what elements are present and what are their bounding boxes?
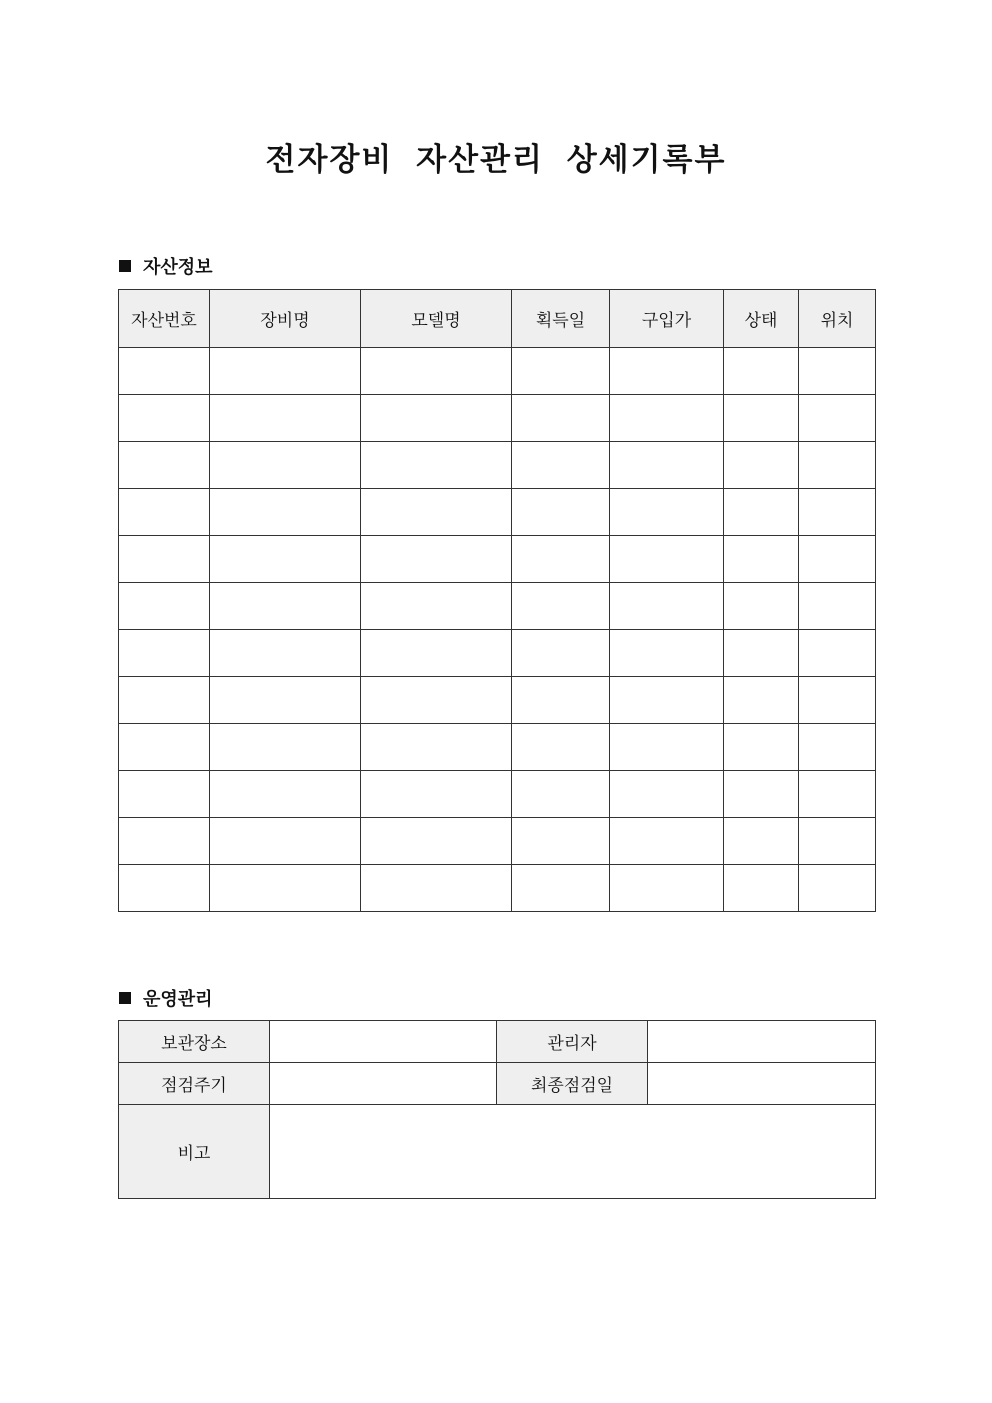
cell-equipment-name[interactable] [210, 489, 361, 536]
cell-equipment-name[interactable] [210, 583, 361, 630]
cell-purchase-price[interactable] [610, 536, 724, 583]
cell-purchase-price[interactable] [610, 395, 724, 442]
cell-acquisition-date[interactable] [512, 818, 610, 865]
column-header-equipment-name: 장비명 [210, 290, 361, 348]
manager-label: 관리자 [497, 1021, 648, 1063]
cell-status[interactable] [724, 771, 799, 818]
cell-model-name[interactable] [361, 724, 512, 771]
cell-equipment-name[interactable] [210, 771, 361, 818]
cell-model-name[interactable] [361, 442, 512, 489]
column-header-model-name: 모델명 [361, 290, 512, 348]
table-row [119, 865, 876, 912]
table-row [119, 395, 876, 442]
cell-asset-number[interactable] [119, 348, 210, 395]
cell-equipment-name[interactable] [210, 395, 361, 442]
cell-purchase-price[interactable] [610, 630, 724, 677]
cell-model-name[interactable] [361, 348, 512, 395]
storage-location-label: 보관장소 [119, 1021, 270, 1063]
cell-model-name[interactable] [361, 489, 512, 536]
operations-heading-label: 운영관리 [143, 989, 213, 1010]
cell-status[interactable] [724, 630, 799, 677]
cell-equipment-name[interactable] [210, 677, 361, 724]
cell-equipment-name[interactable] [210, 818, 361, 865]
remarks-label: 비고 [119, 1105, 270, 1199]
table-row [119, 818, 876, 865]
cell-asset-number[interactable] [119, 395, 210, 442]
cell-status[interactable] [724, 442, 799, 489]
inspection-cycle-label: 점검주기 [119, 1063, 270, 1105]
cell-purchase-price[interactable] [610, 865, 724, 912]
table-row [119, 348, 876, 395]
asset-info-heading-label: 자산정보 [143, 257, 213, 278]
cell-model-name[interactable] [361, 395, 512, 442]
cell-acquisition-date[interactable] [512, 724, 610, 771]
cell-model-name[interactable] [361, 630, 512, 677]
cell-purchase-price[interactable] [610, 771, 724, 818]
remarks-field[interactable] [270, 1105, 876, 1199]
cell-location[interactable] [799, 348, 876, 395]
asset-table-header-row [119, 290, 876, 348]
cell-acquisition-date[interactable] [512, 536, 610, 583]
cell-purchase-price[interactable] [610, 724, 724, 771]
inspection-cycle-field[interactable] [270, 1063, 497, 1105]
cell-purchase-price[interactable] [610, 442, 724, 489]
cell-location[interactable] [799, 442, 876, 489]
cell-purchase-price[interactable] [610, 818, 724, 865]
cell-asset-number[interactable] [119, 442, 210, 489]
operations-row-storage [119, 1021, 876, 1063]
cell-asset-number[interactable] [119, 724, 210, 771]
column-header-asset-number: 자산번호 [119, 290, 210, 348]
cell-status[interactable] [724, 724, 799, 771]
square-bullet-icon [119, 260, 131, 272]
cell-purchase-price[interactable] [610, 489, 724, 536]
page-title: 전자장비 자산관리 상세기록부 [265, 142, 727, 178]
table-row [119, 536, 876, 583]
cell-status[interactable] [724, 865, 799, 912]
cell-model-name[interactable] [361, 536, 512, 583]
cell-model-name[interactable] [361, 583, 512, 630]
cell-location[interactable] [799, 818, 876, 865]
cell-location[interactable] [799, 771, 876, 818]
cell-equipment-name[interactable] [210, 630, 361, 677]
cell-model-name[interactable] [361, 771, 512, 818]
cell-acquisition-date[interactable] [512, 865, 610, 912]
cell-equipment-name[interactable] [210, 442, 361, 489]
cell-status[interactable] [724, 536, 799, 583]
cell-status[interactable] [724, 818, 799, 865]
operations-row-remarks [119, 1105, 876, 1199]
cell-acquisition-date[interactable] [512, 442, 610, 489]
cell-location[interactable] [799, 489, 876, 536]
cell-status[interactable] [724, 677, 799, 724]
column-header-acquisition-date: 획득일 [512, 290, 610, 348]
table-row [119, 583, 876, 630]
cell-model-name[interactable] [361, 818, 512, 865]
cell-status[interactable] [724, 489, 799, 536]
cell-asset-number[interactable] [119, 771, 210, 818]
cell-location[interactable] [799, 583, 876, 630]
cell-status[interactable] [724, 395, 799, 442]
asset-info-heading [119, 253, 213, 279]
operations-row-inspection [119, 1063, 876, 1105]
operations-heading [119, 985, 213, 1011]
cell-equipment-name[interactable] [210, 865, 361, 912]
cell-status[interactable] [724, 583, 799, 630]
cell-location[interactable] [799, 536, 876, 583]
column-header-status: 상태 [724, 290, 799, 348]
table-row [119, 489, 876, 536]
cell-asset-number[interactable] [119, 865, 210, 912]
cell-location[interactable] [799, 865, 876, 912]
cell-location[interactable] [799, 630, 876, 677]
cell-asset-number[interactable] [119, 489, 210, 536]
cell-location[interactable] [799, 724, 876, 771]
cell-asset-number[interactable] [119, 583, 210, 630]
cell-location[interactable] [799, 677, 876, 724]
cell-acquisition-date[interactable] [512, 395, 610, 442]
cell-acquisition-date[interactable] [512, 630, 610, 677]
cell-acquisition-date[interactable] [512, 583, 610, 630]
asset-info-table [118, 289, 876, 912]
cell-model-name[interactable] [361, 865, 512, 912]
last-inspection-date-field[interactable] [648, 1063, 876, 1105]
cell-purchase-price[interactable] [610, 677, 724, 724]
operations-table [118, 1020, 876, 1199]
cell-equipment-name[interactable] [210, 348, 361, 395]
cell-purchase-price[interactable] [610, 583, 724, 630]
cell-acquisition-date[interactable] [512, 489, 610, 536]
table-row [119, 724, 876, 771]
cell-equipment-name[interactable] [210, 724, 361, 771]
cell-asset-number[interactable] [119, 677, 210, 724]
square-bullet-icon [119, 992, 131, 1004]
cell-asset-number[interactable] [119, 818, 210, 865]
cell-acquisition-date[interactable] [512, 771, 610, 818]
table-row [119, 442, 876, 489]
manager-field[interactable] [648, 1021, 876, 1063]
cell-acquisition-date[interactable] [512, 348, 610, 395]
column-header-purchase-price: 구입가 [610, 290, 724, 348]
storage-location-field[interactable] [270, 1021, 497, 1063]
table-row [119, 771, 876, 818]
last-inspection-date-label: 최종점검일 [497, 1063, 648, 1105]
cell-purchase-price[interactable] [610, 348, 724, 395]
cell-acquisition-date[interactable] [512, 677, 610, 724]
cell-asset-number[interactable] [119, 536, 210, 583]
cell-equipment-name[interactable] [210, 536, 361, 583]
cell-status[interactable] [724, 348, 799, 395]
cell-location[interactable] [799, 395, 876, 442]
table-row [119, 677, 876, 724]
table-row [119, 630, 876, 677]
cell-model-name[interactable] [361, 677, 512, 724]
column-header-location: 위치 [799, 290, 876, 348]
cell-asset-number[interactable] [119, 630, 210, 677]
